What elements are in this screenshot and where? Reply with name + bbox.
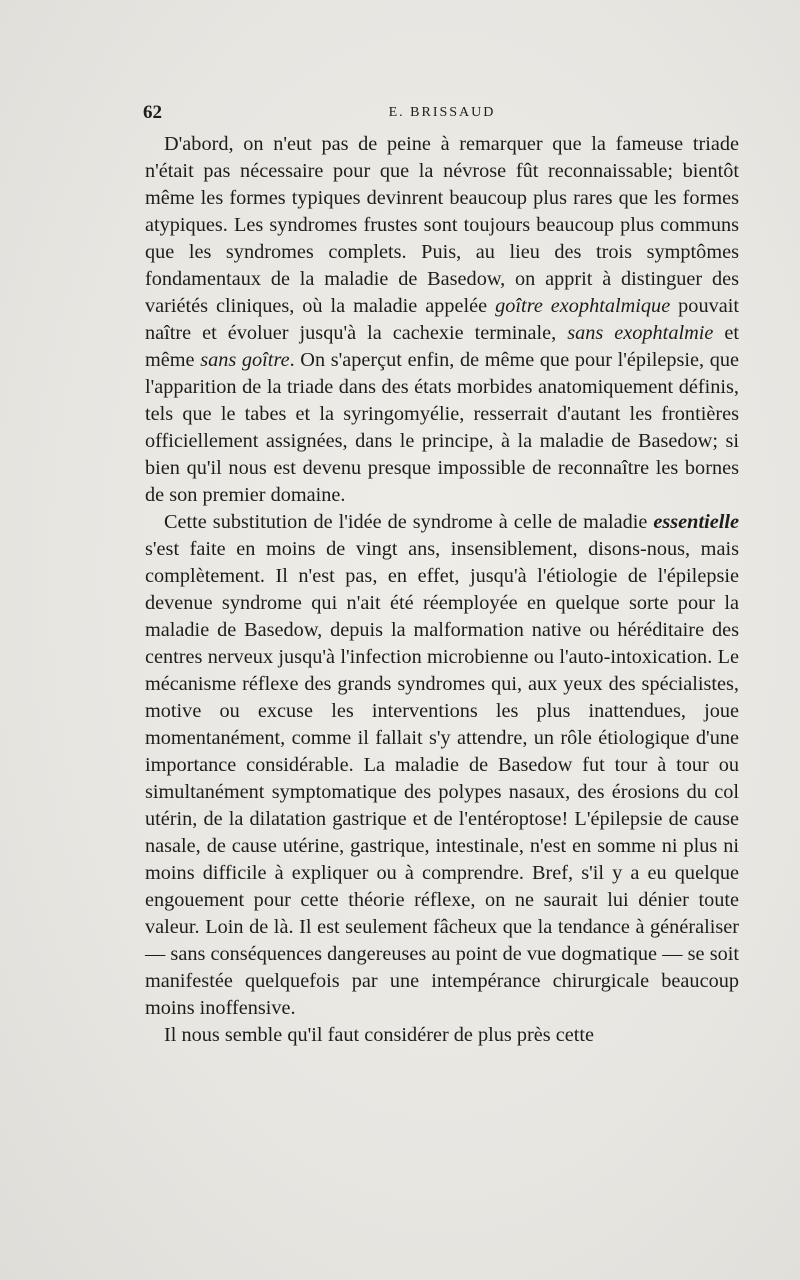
italic-term: sans goître [200,349,290,371]
text-run: et même [145,322,739,371]
text-run: s'est faite en moins de vingt ans, insensiblement, disons-nous, mais complètement. Il n'est pas, en effet, jusqu'à l'étiologie de l'épilepsie devenue syndrome qui n'ait été réemployée en quelque sorte pour la maladie de Basedow, depuis la malformation native ou héréditaire des centres nerveux jusqu'à l'infection microbienne ou l'auto-intoxication. Le mécanisme réflexe des grands syndromes qui, aux yeux des spécialistes, motive ou excuse les interventions les plus inattendues, joue momentanément, comme il fallait s'y attendre, un rôle étiologique d'une importance considérable. La maladie de Basedow fut tour à tour ou simultanément symptomatique des polypes nasaux, des érosions du col utérin, de la dilatation gastrique et de l'entéroptose! L'épilepsie de cause nasale, de cause utérine, gastrique, intestinale, n'est en somme ni plus ni moins difficile à expliquer ou à comprendre. Bref, s'il y a eu quelque engouement pour cette théorie réflexe, on ne saurait lui dénier toute valeur. Loin de là. Il est seulement fâcheux que la tendance à généraliser — sans conséquences dangereuses au point de vue dogmatique — se soit manifestée quelquefois par une intempérance chirurgicale beaucoup moins inoffensive. [145,538,739,1019]
italic-term: goître exophtalmique [495,295,671,317]
italic-term: sans exophtalmie [567,322,714,344]
running-head: E. BRISSAUD [388,105,496,120]
paragraph [145,509,739,1022]
page-number: 62 [143,102,162,123]
text-run: Il nous semble qu'il faut considérer de plus près cette [164,1024,594,1046]
text-run: pouvait naître et évoluer jusqu'à la cachexie terminale, [145,295,739,344]
page-header [143,100,741,124]
text-run: Cette substitution de l'idée de syndrome à celle de maladie [164,511,654,533]
body-text [145,131,739,1049]
text-run: . On s'aperçut enfin, de même que pour l'épilepsie, que l'apparition de la triade dans des états morbides anatomiquement définis, tels que le tabes et la syringomyélie, resserrait d'autant les frontières officiellement assignées, dans le principe, à la maladie de Basedow; si bien qu'il nous est devenu presque impossible de reconnaître les bornes de son premier domaine. [145,349,739,506]
italic-term: essentielle [653,511,739,533]
text-run: D'abord, on n'eut pas de peine à remarquer que la fameuse triade n'était pas nécessaire pour que la névrose fût reconnaissable; bientôt même les formes typiques devinrent beaucoup plus rares que les formes atypiques. Les syndromes frustes sont toujours beaucoup plus communs que les syndromes complets. Puis, au lieu des trois symptômes fondamentaux de la maladie de Basedow, on apprit à distinguer des variétés cliniques, où la maladie appelée [145,133,739,317]
paragraph [145,131,739,509]
paragraph [145,1022,739,1049]
